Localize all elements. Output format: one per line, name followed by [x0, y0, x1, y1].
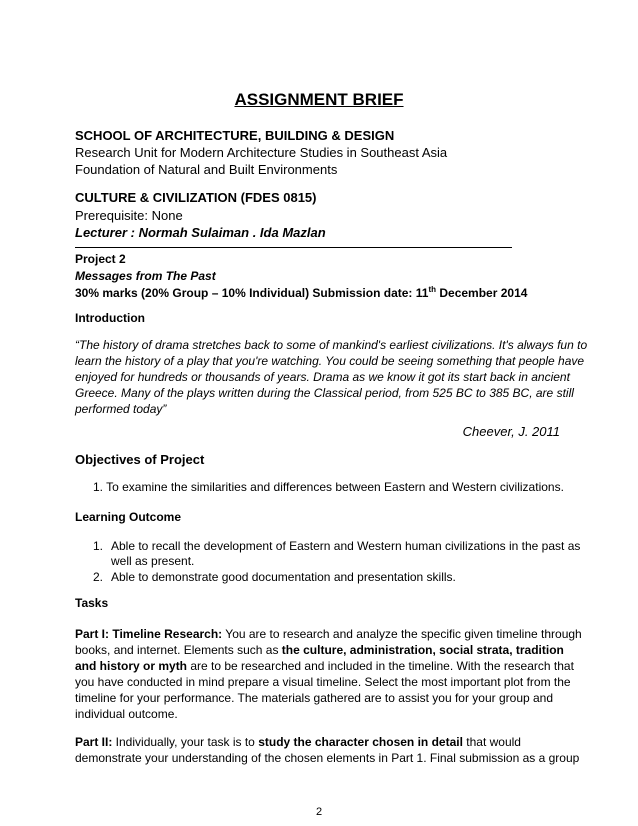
part1-line: you have conducted in mind prepare a visual timeline. Select the most important plot from the	[75, 675, 571, 689]
outcome-item: Able to demonstrate good documentation and presentation skills.	[111, 570, 456, 584]
prerequisite: Prerequisite: None	[75, 208, 183, 223]
learning-outcome-heading: Learning Outcome	[75, 510, 182, 524]
introduction-heading: Introduction	[75, 311, 145, 325]
part2-line: demonstrate your understanding of the chosen elements in Part 1. Final submission as a group	[75, 751, 580, 765]
outcome-number: 2.	[93, 570, 104, 584]
foundation-name: Foundation of Natural and Built Environments	[75, 162, 338, 177]
part1-text: are to be researched and included in the timeline. With the research that	[187, 659, 574, 673]
outcome-item-continued: well as present.	[111, 554, 195, 568]
part2-text: that would	[462, 735, 521, 749]
part1-label: Part I: Timeline Research:	[75, 627, 223, 641]
lecturer-line: Lecturer : Normah Sulaiman . Ida Mazlan	[75, 225, 326, 240]
quote-line: “The history of drama stretches back to some of mankind's earliest civilizations. It's always fun to	[75, 338, 588, 352]
marks-date-end: December 2014	[436, 286, 528, 300]
quote-line: learn the history of a play that you're watching. You could be seeing something that people have	[75, 354, 585, 368]
part2-label: Part II:	[75, 735, 113, 749]
research-unit: Research Unit for Modern Architecture Studies in Southeast Asia	[75, 145, 448, 160]
part2-emphasis: study the character chosen in detail	[258, 735, 463, 749]
objective-item: 1. To examine the similarities and differences between Eastern and Western civilizations.	[93, 480, 564, 494]
part1-emphasis: and history or myth	[75, 659, 188, 673]
part2-line	[75, 734, 575, 750]
part1-text: books, and internet. Elements such as	[75, 643, 282, 657]
outcome-number: 1.	[93, 539, 104, 553]
document-title: ASSIGNMENT BRIEF	[234, 90, 404, 109]
marks-submission	[75, 285, 575, 300]
project-title: Messages from The Past	[75, 269, 216, 283]
part1-line: individual outcome.	[75, 707, 178, 721]
part1-line: timeline for your performance. The materials gathered are to assist you for your group and	[75, 691, 554, 705]
part1-line	[75, 626, 582, 642]
separator-line	[75, 247, 512, 248]
quote-line: Greece. Many of the plays written during the Classical period, from 525 BC to 385 BC, are still	[75, 386, 574, 400]
outcome-item: Able to recall the development of Eastern and Western human civilizations in the past as	[111, 539, 581, 553]
part1-line	[75, 658, 575, 674]
part1-emphasis: the culture, administration, social strata, tradition	[281, 643, 564, 657]
citation: Cheever, J. 2011	[462, 424, 560, 439]
school-name: SCHOOL OF ARCHITECTURE, BUILDING & DESIGN	[75, 128, 395, 143]
quote-line: enjoyed for hundreds or thousands of years. Drama as we know it got its start back in ancient	[75, 370, 570, 384]
objectives-heading: Objectives of Project	[75, 452, 205, 467]
project-number: Project 2	[75, 252, 126, 266]
tasks-heading: Tasks	[75, 596, 109, 610]
course-title: CULTURE & CIVILIZATION (FDES 0815)	[75, 190, 317, 205]
part1-text: You are to research and analyze the specific given timeline through	[222, 627, 582, 641]
part2-text: Individually, your task is to	[112, 735, 259, 749]
quote-line: performed today”	[75, 402, 167, 416]
page-number: 2	[315, 806, 323, 818]
date-suffix: th	[428, 285, 437, 294]
part1-line	[75, 642, 575, 658]
marks-text: 30% marks (20% Group – 10% Individual) Submission date: 11	[75, 286, 429, 300]
